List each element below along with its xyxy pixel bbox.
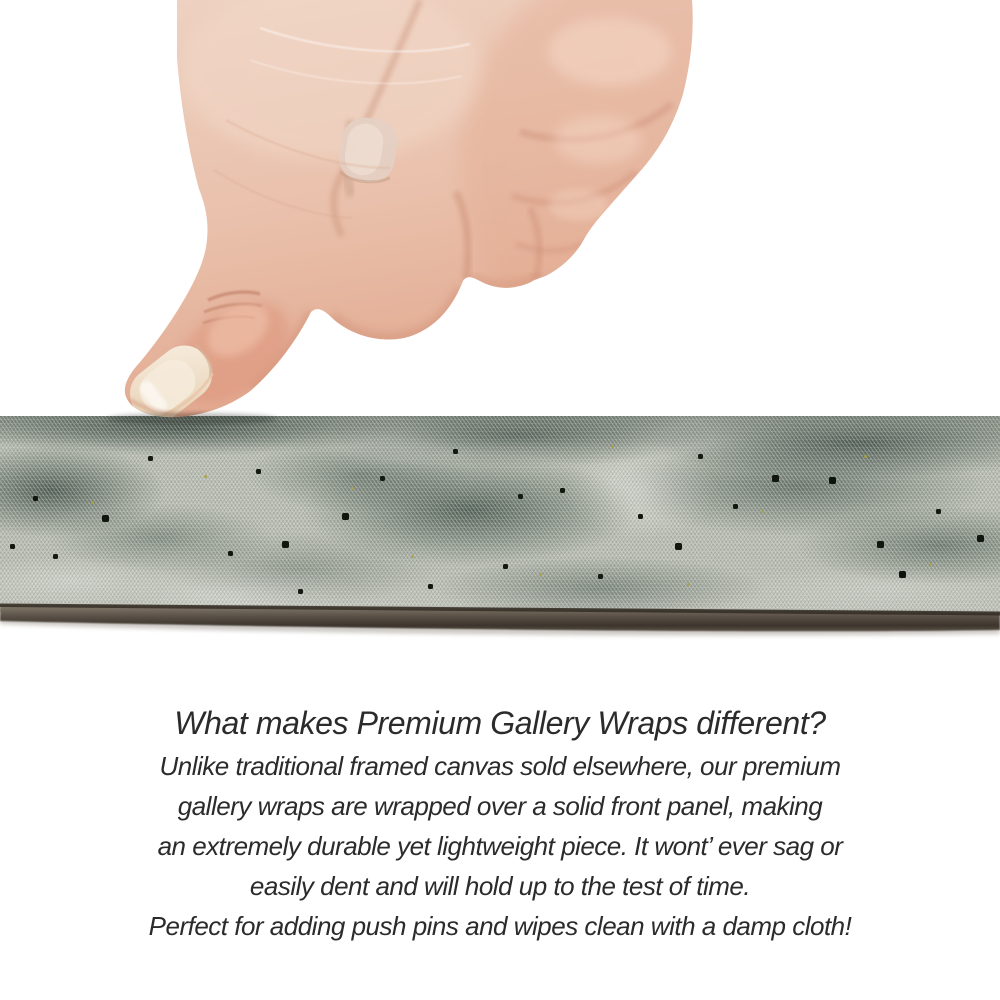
body-line: easily dent and will hold up to the test of time.: [249, 871, 751, 901]
body-line: an extremely durable yet lightweight piece. It wont’ ever sag or: [157, 831, 843, 861]
canvas-speckles-yellow: [0, 416, 1, 417]
info-section: [0, 700, 1000, 946]
heading: What makes Premium Gallery Wraps different?: [174, 705, 826, 741]
canvas-strip: [0, 416, 1000, 612]
canvas-edge: [0, 594, 1000, 644]
canvas-weave-texture: [0, 416, 1000, 612]
hand-photo: [100, 0, 720, 425]
body-line: Perfect for adding push pins and wipes clean with a damp cloth!: [148, 911, 852, 941]
hand-shading: [100, 0, 720, 425]
body-line: gallery wraps are wrapped over a solid front panel, making: [177, 791, 823, 821]
thumb-contact-shadow: [107, 413, 277, 425]
body-line: Unlike traditional framed canvas sold elsewhere, our premium: [159, 751, 841, 781]
